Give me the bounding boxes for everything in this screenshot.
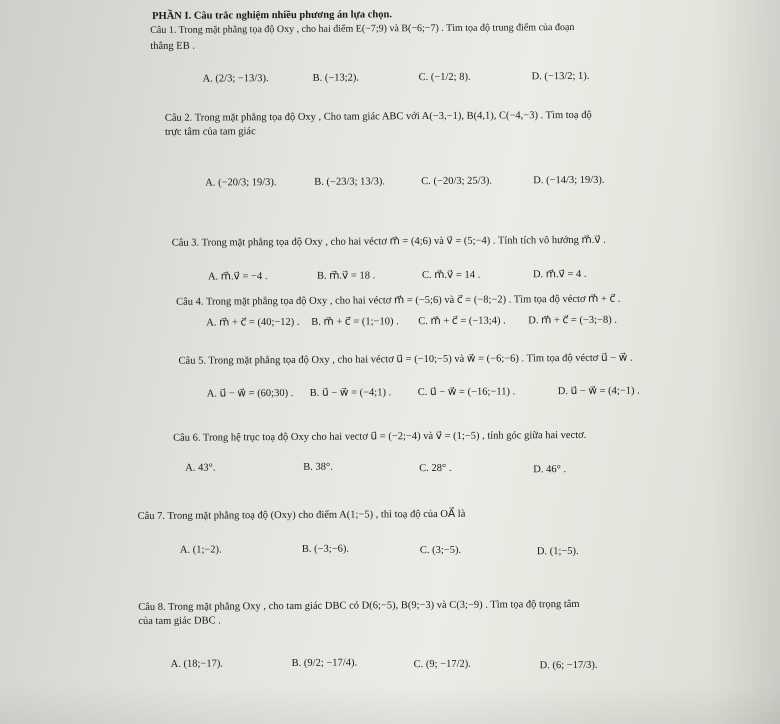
question-8-stem: Câu 8. Trong mặt phẳng Oxy , cho tam giác DBC có D(6;−5), B(9;−3) và C(3;−9) . Tìm tọa độ trọng tâm xyxy=(138,598,580,614)
question-7-option-c[interactable]: C. (3;−5). xyxy=(419,544,462,557)
section-header: PHẦN I. Câu trắc nghiệm nhiều phương án lựa chọn. xyxy=(152,9,392,22)
question-8-option-b[interactable]: B. (9/2; −17/4). xyxy=(291,657,358,669)
question-4-option-b[interactable]: B. m⃗ + c⃗ = (1;−10) . xyxy=(311,316,399,328)
question-1-option-a[interactable]: A. (2/3; −13/3). xyxy=(202,73,269,85)
question-7-option-a[interactable]: A. (1;−2). xyxy=(179,544,222,556)
question-5-option-a[interactable]: A. u⃗ − w⃗ = (60;30) . xyxy=(206,387,294,400)
question-1-stem-cont: thẳng EB . xyxy=(150,40,195,52)
question-4-option-a[interactable]: A. m⃗ + c⃗ = (40;−12) . xyxy=(206,316,300,329)
question-5-option-b[interactable]: B. u⃗ − w⃗ = (−4;1) . xyxy=(309,387,392,399)
question-2-stem-cont: trực tâm của tam giác xyxy=(164,126,256,138)
question-2-option-b[interactable]: B. (−23/3; 13/3). xyxy=(314,176,385,188)
question-3-option-d[interactable]: D. m⃗.v⃗ = 4 . xyxy=(532,268,587,281)
question-2-option-a[interactable]: A. (−20/3; 19/3). xyxy=(205,177,277,189)
question-3-option-b[interactable]: B. m⃗.v⃗ = 18 . xyxy=(316,270,376,282)
question-6-option-a[interactable]: A. 43°. xyxy=(185,462,216,474)
question-4-option-d[interactable]: D. m⃗ + c⃗ = (−3;−8) . xyxy=(528,314,617,327)
question-7-option-b[interactable]: B. (−3;−6). xyxy=(301,543,350,555)
question-5-option-c[interactable]: C. u⃗ − w⃗ = (−16;−11) . xyxy=(417,386,516,399)
question-4-option-c[interactable]: C. m⃗ + c⃗ = (−13;4) . xyxy=(418,315,506,328)
question-2-option-d[interactable]: D. (−14/3; 19/3). xyxy=(533,174,605,187)
question-8-stem-cont: của tam giác DBC . xyxy=(138,615,221,628)
question-5-option-d[interactable]: D. u⃗ − w⃗ = (4;−1) . xyxy=(557,385,640,398)
question-7-stem: Câu 7. Trong mặt phẳng toạ độ (Oxy) cho điểm A(1;−5) , thì toạ độ của OA⃗ là xyxy=(137,508,466,523)
question-1-option-c[interactable]: C. (−1/2; 8). xyxy=(418,71,471,84)
question-8-option-c[interactable]: C. (9; −17/2). xyxy=(413,658,471,671)
question-1-stem: Câu 1. Trong mặt phẳng tọa độ Oxy , cho hai điểm E(−7;9) và B(−6;−7) . Tìm tọa độ trung điểm của đoạn xyxy=(150,21,575,36)
question-7-option-d[interactable]: D. (1;−5). xyxy=(536,545,579,558)
question-2-stem: Câu 2. Trong mặt phẳng tọa độ Oxy , Cho tam giác ABC với A(−3,−1), B(4,1), C(−4,−3) . Tìm toạ độ xyxy=(164,109,592,124)
question-5-stem: Câu 5. Trong mặt phẳng tọa độ Oxy , cho hai véctơ u⃗ = (−10;−5) và w⃗ = (−6;−6) . Tìm tọa độ véctơ u⃗ − w⃗ . xyxy=(178,352,633,367)
question-6-option-b[interactable]: B. 38°. xyxy=(303,461,333,473)
question-6-stem: Câu 6. Trong hệ trục toạ độ Oxy cho hai vectơ u⃗ = (−2;−4) và v⃗ = (1;−5) , tính góc giữa hai vectơ. xyxy=(173,429,587,444)
question-6-option-d[interactable]: D. 46° . xyxy=(533,464,567,476)
photo-edge-shadow xyxy=(710,0,780,724)
question-4-stem: Câu 4. Trong mặt phẳng tọa độ Oxy , cho hai véctơ m⃗ = (−5;6) và c⃗ = (−8;−2) . Tìm tọa độ véctơ m⃗ + c⃗ . xyxy=(176,293,621,308)
question-8-option-d[interactable]: D. (6; −17/3). xyxy=(539,659,598,672)
question-1-option-d[interactable]: D. (−13/2; 1). xyxy=(531,70,590,83)
question-1-option-b[interactable]: B. (−13;2). xyxy=(312,72,360,84)
question-3-option-a[interactable]: A. m⃗.v⃗ = −4 . xyxy=(207,271,268,283)
question-2-option-c[interactable]: C. (−20/3; 25/3). xyxy=(421,175,492,188)
photo-bottom-shadow xyxy=(0,684,780,724)
question-8-option-a[interactable]: A. (18;−17). xyxy=(170,658,223,670)
question-3-option-c[interactable]: C. m⃗.v⃗ = 14 . xyxy=(421,269,481,282)
question-6-option-c[interactable]: C. 28° . xyxy=(419,462,452,475)
question-3-stem: Câu 3. Trong mặt phẳng tọa độ Oxy , cho hai véctơ m⃗ = (4;6) và v⃗ = (5;−4) . Tính tích vô hướng m⃗.v⃗ . xyxy=(171,234,606,249)
